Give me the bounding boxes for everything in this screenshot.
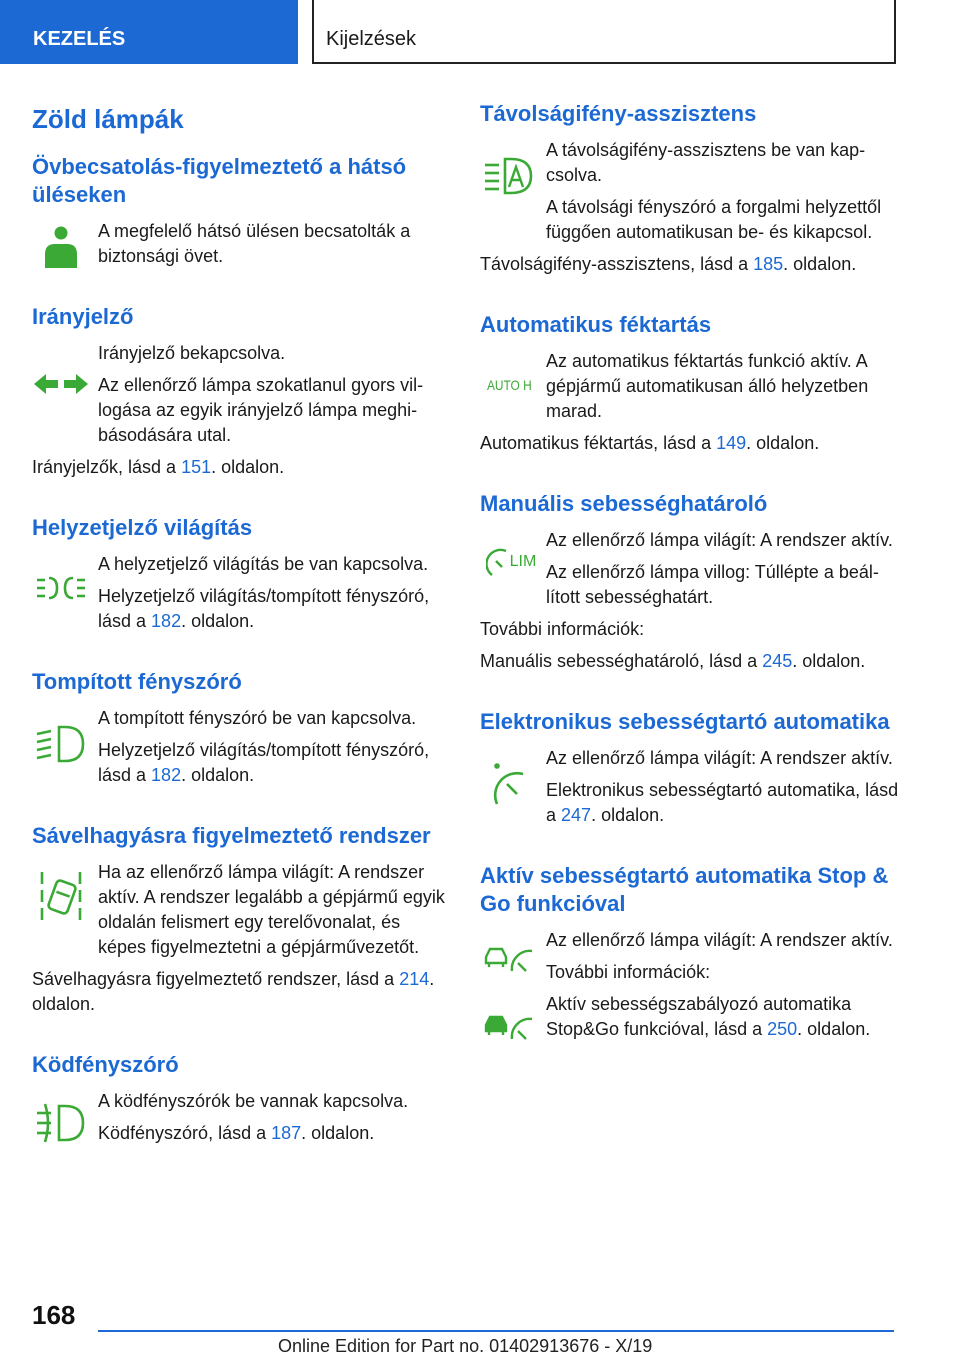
section-limiter	[480, 490, 900, 674]
section-tab: KEZELÉS	[0, 0, 298, 64]
section-acc	[480, 862, 900, 1042]
lowbeam-ref: Helyzetjelző világítás/tompított fényszóró, lásd a 182. oldalon.	[98, 740, 430, 785]
page-title: Zöld lámpák	[32, 104, 184, 134]
parking-ref: Helyzetjelző világítás/tompított fényszóró, lásd a 182. oldalon.	[98, 586, 430, 631]
limiter-text-3: További információk:	[480, 619, 645, 639]
section-parking	[32, 514, 452, 634]
section-title: Ködfényszóró	[32, 1052, 179, 1077]
section-highbeam	[480, 100, 900, 277]
section-seatbelt	[32, 153, 452, 269]
turn-text-1: Irányjelző bekapcsolva.	[98, 343, 286, 363]
section-turn	[32, 303, 452, 480]
footer-divider	[98, 1330, 894, 1332]
acc-car-filled-gauge-icon	[480, 996, 538, 1056]
acc-car-gauge-icon	[480, 928, 538, 988]
highbeam-ref: Távolságifény-asszisztens, lásd a 185. oldalon.	[480, 254, 857, 274]
highbeam-text-1: A távolságifény-asszisztens be van kapcsolva.	[546, 140, 866, 185]
page-link[interactable]: 182	[151, 611, 182, 631]
section-fog	[32, 1051, 452, 1146]
page-link[interactable]: 250	[767, 1019, 798, 1039]
low-beam-icon	[32, 714, 90, 774]
section-title: Aktív sebességtartó automatika Stop & Go funkcióval	[480, 863, 889, 916]
section-title: Távolságifény-asszisztens	[480, 101, 757, 126]
right-column	[480, 100, 900, 1076]
limiter-text-1: Az ellenőrző lámpa világít: A rendszer aktív.	[546, 530, 893, 550]
page-link[interactable]: 214	[399, 969, 430, 989]
section-lowbeam	[32, 668, 452, 788]
turn-ref: Irányjelzők, lásd a 151. oldalon.	[32, 457, 285, 477]
section-title: Automatikus féktartás	[480, 312, 712, 337]
acc-text-2: További információk:	[546, 962, 711, 982]
seatbelt-text: A megfelelő hátsó ülésen becsatolták a biztonsági övet.	[98, 221, 411, 266]
cruise-control-icon	[480, 754, 538, 814]
page-header	[0, 0, 960, 66]
section-cruise	[480, 708, 900, 828]
autohold-ref: Automatikus féktartás, lásd a 149. oldalon.	[480, 433, 820, 453]
fog-light-icon	[32, 1093, 90, 1153]
section-title: Övbecsatolás-figyelmeztető a hátsó üléseken	[32, 154, 407, 207]
section-title: Sávelhagyásra figyelmeztető rendszer	[32, 823, 431, 848]
section-title: Irányjelző	[32, 304, 134, 329]
cruise-ref: Elektronikus sebességtartó automatika, lásd a 247. oldalon.	[546, 780, 899, 825]
page-link[interactable]: 182	[151, 765, 182, 785]
page-number: 168	[32, 1300, 76, 1330]
high-beam-assistant-icon	[480, 146, 538, 206]
turn-text-2: Az ellenőrző lámpa szokatlanul gyors villogása az egyik irányjelző lámpa meghibásodására utal.	[98, 375, 424, 445]
speed-limiter-icon: LIM	[480, 532, 542, 592]
limiter-text-2: Az ellenőrző lámpa villog: Túllépte a beállított sebességhatárt.	[546, 562, 879, 607]
page-link[interactable]: 151	[181, 457, 212, 477]
limiter-ref: Manuális sebességhatároló, lásd a 245. oldalon.	[480, 651, 866, 671]
autohold-text-1: Az automatikus féktartás funkció aktív. A gépjármű automatikusan álló helyzetben marad.	[546, 351, 869, 421]
section-title: Tompított fényszóró	[32, 669, 242, 694]
section-title: Manuális sebességhatároló	[480, 491, 768, 516]
parking-light-icon	[32, 558, 90, 618]
seat-occupant-icon	[32, 219, 90, 279]
fog-text-1: A ködfényszórók be vannak kapcsolva.	[98, 1091, 409, 1111]
highbeam-text-2: A távolsági fényszóró a forgalmi helyzettől függően automatikusan be- és kikapcsol.	[546, 197, 882, 242]
page-link[interactable]: 185	[753, 254, 784, 274]
auto-hold-icon: AUTO H	[486, 377, 532, 393]
lowbeam-text-1: A tompított fényszóró be van kapcsolva.	[98, 708, 417, 728]
left-column	[32, 100, 452, 1180]
page-link[interactable]: 187	[271, 1123, 302, 1143]
turn-signal-arrows-icon	[32, 349, 90, 419]
parking-text-1: A helyzetjelző világítás be van kapcsolva.	[98, 554, 429, 574]
fog-ref: Ködfényszóró, lásd a 187. oldalon.	[98, 1123, 375, 1143]
section-autohold	[480, 311, 900, 456]
page-link[interactable]: 149	[716, 433, 747, 453]
footer-edition: Online Edition for Part no. 01402913676 - X/19	[278, 1336, 653, 1356]
lane-ref: Sávelhagyásra figyelmeztető rendszer, lásd a 214. oldalon.	[32, 969, 435, 1014]
chapter-title: Kijelzések	[312, 0, 896, 64]
section-title: Elektronikus sebességtartó automatika	[480, 709, 890, 734]
section-lane	[32, 822, 452, 1017]
page-link[interactable]: 247	[561, 805, 592, 825]
acc-text-1: Az ellenőrző lámpa világít: A rendszer aktív.	[546, 930, 893, 950]
acc-ref: Aktív sebességszabályozó automatika Stop&Go funkcióval, lásd a 250. oldalon.	[546, 994, 871, 1039]
lane-departure-icon	[32, 866, 90, 926]
cruise-text-1: Az ellenőrző lámpa világít: A rendszer aktív.	[546, 748, 893, 768]
page-link[interactable]: 245	[762, 651, 793, 671]
section-title: Helyzetjelző világítás	[32, 515, 253, 540]
lane-text-1: Ha az ellenőrző lámpa világít: A rendszer aktív. A rendszer legalább a gépjármű egyik oldalán felismert egy terelővonalat, és képes figyelmeztetni a gépjárművezetőt.	[98, 862, 445, 957]
